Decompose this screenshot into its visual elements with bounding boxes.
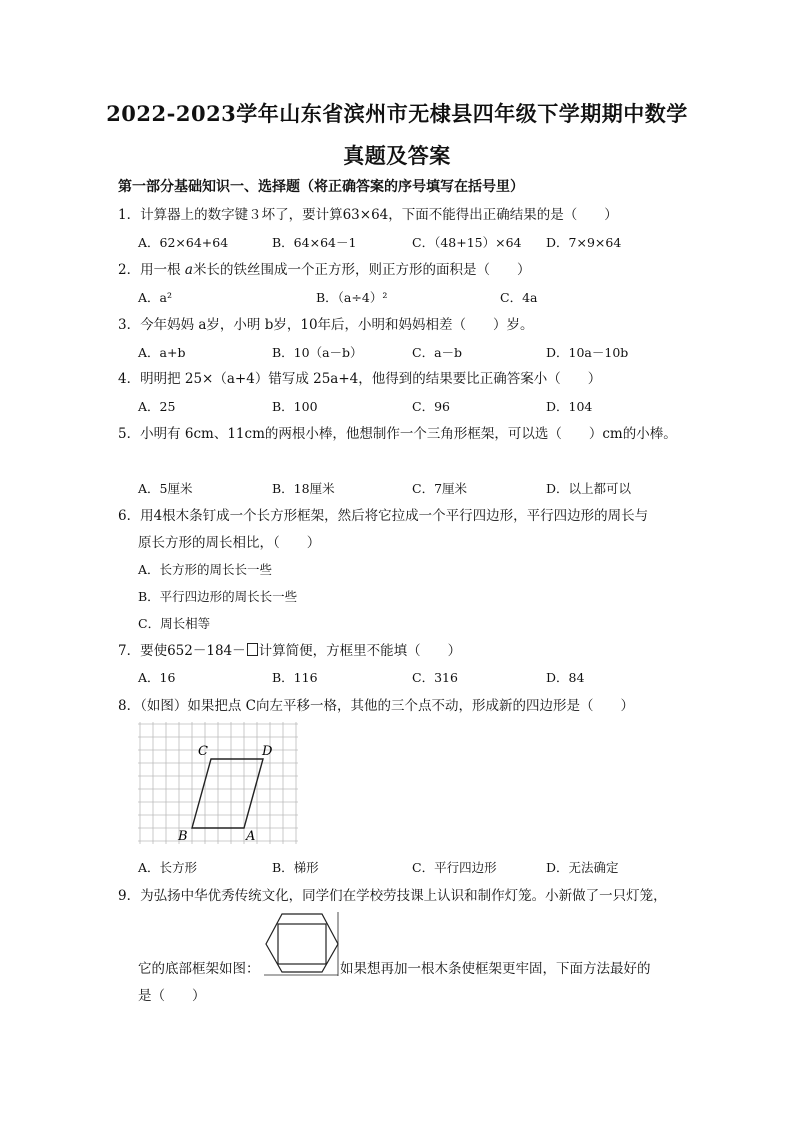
q3-option-b: B．10（a－b） bbox=[272, 345, 363, 360]
q8-option-d: D．无法确定 bbox=[546, 860, 619, 875]
q7-option-d: D．84 bbox=[546, 670, 585, 685]
q9-stem-line1: 9．为弘扬中华优秀传统文化，同学们在学校劳技课上认识和制作灯笼。小新做了一只灯笼， bbox=[118, 888, 667, 904]
q7-option-b: B．116 bbox=[272, 670, 318, 685]
q1-option-a: A．62×64+64 bbox=[138, 235, 229, 250]
q4-option-a: A．25 bbox=[138, 399, 176, 414]
q9-stem-line2-pre: 它的底部框架如图： bbox=[138, 961, 260, 977]
point-label-a: A bbox=[246, 829, 256, 844]
inner-square-frame bbox=[278, 924, 326, 964]
q1-option-c: C．（48+15）×64 bbox=[412, 235, 522, 250]
point-label-d: D bbox=[262, 744, 273, 759]
q2-stem: 2．用一根 a米长的铁丝围成一个正方形，则正方形的面积是（ ） bbox=[118, 262, 531, 278]
hexagon-frame bbox=[266, 914, 338, 972]
q4-stem: 4．明明把 25×（a+4）错写成 25a+4，他得到的结果要比正确答案小（ ） bbox=[118, 371, 602, 387]
q7-option-a: A．16 bbox=[138, 670, 176, 685]
q4-option-d: D．104 bbox=[546, 399, 593, 414]
q5-option-d: D．以上都可以 bbox=[546, 481, 632, 496]
q3-option-c: C．a－b bbox=[412, 345, 463, 360]
q5-stem: 5．小明有 6cm、11cm的两根小棒，他想制作一个三角形框架，可以选（ ）cm的小棒。 bbox=[118, 426, 677, 442]
blank-box-icon bbox=[247, 643, 258, 656]
q3-option-a: A．a+b bbox=[138, 345, 186, 360]
doc-title-line1: 2022-2023学年山东省滨州市无棣县四年级下学期期中数学 bbox=[106, 101, 688, 126]
q8-option-c: C．平行四边形 bbox=[412, 860, 497, 875]
q2-option-c: C．4a bbox=[500, 290, 538, 305]
q7-option-c: C．316 bbox=[412, 670, 458, 685]
q6-stem-line2: 原长方形的周长相比，（ ） bbox=[138, 535, 321, 551]
q6-stem-line1: 6．用4根木条钉成一个长方形框架，然后将它拉成一个平行四边形，平行四边形的周长与 bbox=[118, 508, 649, 524]
q2-option-a: A．a² bbox=[138, 290, 172, 305]
q5-option-c: C．7厘米 bbox=[412, 481, 468, 496]
q9-stem-line2-post: 如果想再加一根木条使框架更牢固，下面方法最好的 bbox=[340, 961, 651, 977]
q5-option-b: B．18厘米 bbox=[272, 481, 335, 496]
q4-option-c: C．96 bbox=[412, 399, 450, 414]
parallelogram-abcd bbox=[192, 759, 263, 828]
doc-title-line2: 真题及答案 bbox=[343, 143, 451, 168]
q6-option-b: B．平行四边形的周长长一些 bbox=[138, 589, 298, 604]
q9-stem-line3: 是（ ） bbox=[138, 988, 206, 1004]
q8-grid-figure bbox=[138, 722, 300, 847]
q9-hexagon-frame-figure bbox=[264, 912, 340, 976]
section-heading: 第一部分基础知识一、选择题（将正确答案的序号填写在括号里） bbox=[118, 179, 524, 195]
q2-option-b: B．（a÷4）² bbox=[316, 290, 388, 305]
q1-option-d: D．7×9×64 bbox=[546, 235, 622, 250]
q7-stem: 7．要使652－184－ 计算简便，方框里不能填（ ） bbox=[118, 643, 462, 659]
q6-option-a: A．长方形的周长长一些 bbox=[138, 562, 273, 577]
q1-option-b: B．64×64－1 bbox=[272, 235, 357, 250]
q6-option-c: C．周长相等 bbox=[138, 616, 211, 631]
point-label-b: B bbox=[178, 829, 188, 844]
q3-option-d: D．10a－10b bbox=[546, 345, 629, 360]
q8-stem: 8．（如图）如果把点 C向左平移一格，其他的三个点不动，形成新的四边形是（ ） bbox=[118, 698, 634, 714]
q1-stem: 1．计算器上的数字键３坏了，要计算63×64，下面不能得出正确结果的是（ ） bbox=[118, 207, 618, 223]
grid-lines bbox=[138, 722, 298, 844]
q3-stem: 3．今年妈妈 a岁，小明 b岁，10年后，小明和妈妈相差（ ）岁。 bbox=[118, 317, 534, 333]
q5-option-a: A．5厘米 bbox=[138, 481, 193, 496]
q8-option-b: B．梯形 bbox=[272, 860, 319, 875]
q8-option-a: A．长方形 bbox=[138, 860, 198, 875]
point-label-c: C bbox=[198, 744, 208, 759]
q4-option-b: B．100 bbox=[272, 399, 318, 414]
